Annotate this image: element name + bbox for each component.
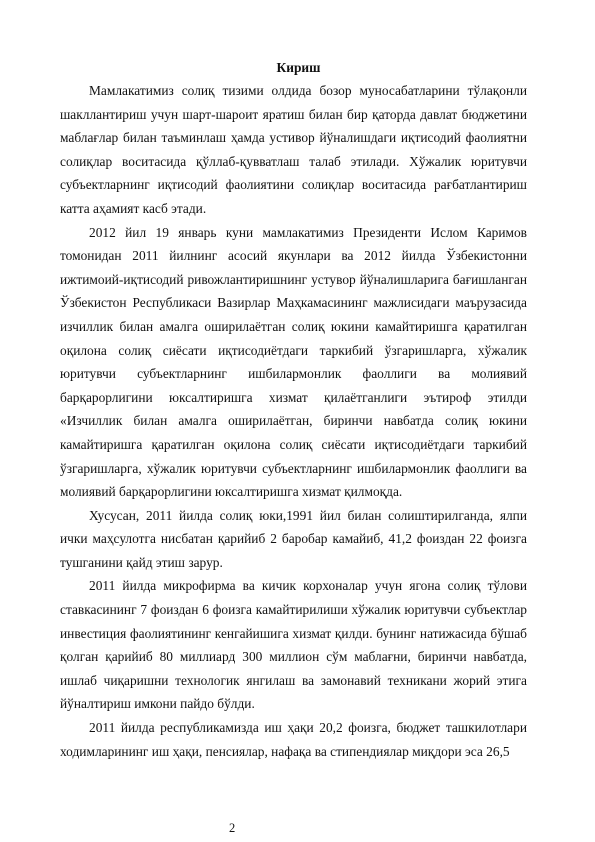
paragraph-tax-burden: Хусусан, 2011 йилда солиқ юки,1991 йил билан солиштирилганда, ялпи ички маҳсулотга нисбатан қарийиб 2 баробар камайиб, 41,2 фоиздан 22 фоизга тушганини қайд этиш зарур. — [60, 507, 527, 570]
section-title: Кириш — [276, 60, 321, 75]
document-body — [60, 58, 527, 763]
paragraph-intro: Мамлакатимиз солиқ тизими олдида бозор муносабатларини тўлақонли шакллантириш учун шарт-шароит яратиш билан бир қаторда давлат бюджетини маблағлар билан таъминлаш ҳамда устивор йўналишдаги иқтисодий фаолиятни солиқлар воситасида қўллаб-қувватлаш талаб этилади. Хўжалик юритувчи субъектларнинг иқтисодий фаолиятини солиқлар воситасида рағбатлантириш катта аҳамият касб этади. — [60, 83, 527, 216]
paragraph-president-speech: 2012 йил 19 январь куни мамлакатимиз Президенти Ислом Каримов томонидан 2011 йилнинг асосий якунлари ва 2012 йилда Ўзбекистонни ижтимоий-иқтисодий ривожлантиришнинг устувор йўналишларига бағишланган Ўзбекистон Республикаси Вазирлар Маҳкамасининг мажлисидаги маърузасида изчиллик билан амалга оширилаётган солиқ юкини камайтиришга қаратилган оқилона солиқ сиёсати иқтисодиётдаги таркибий ўзгаришларга, хўжалик юритувчи субъектларнинг ишбилармонлик фаоллиги ва молиявий барқарорлигини юксалтиришга хизмат қилаётганлиги эътироф этилди «Изчиллик билан амалга оширилаётган, биринчи навбатда солиқ юкини камайтиришга қаратилган оқилона солиқ сиёсати иқтисодиётдаги таркибий ўзгаришларга, хўжалик юритувчи субъектларнинг ишбилармонлик фаоллиги ва молиявий барқарорлигини юксалтиришга хизмат қилмоқда. — [60, 224, 527, 500]
paragraph-microfirms: 2011 йилда микрофирма ва кичик корхоналар учун ягона солиқ тўлови ставкасининг 7 фоиздан 6 фоизга камайтирилиши хўжалик юритувчи субъектлар инвестиция фаолиятининг кенгайишига хизмат қилди. бунинг натижасида бўшаб қолган қарийиб 80 миллиард 300 миллион сўм маблағни, биринчи навбатда, ишлаб чиқаришни технологик янгилаш ва замонавий техникани жорий этига йўналтириш имкони пайдо бўлди. — [60, 578, 527, 712]
page-number: 2 — [229, 821, 236, 835]
paragraph-wages: 2011 йилда республикамизда иш ҳақи 20,2 фоизга, бюджет ташкилотлари ходимларининг иш ҳақи, пенсиялар, нафақа ва стипендиялар миқдори эса 26,5 — [60, 720, 527, 759]
